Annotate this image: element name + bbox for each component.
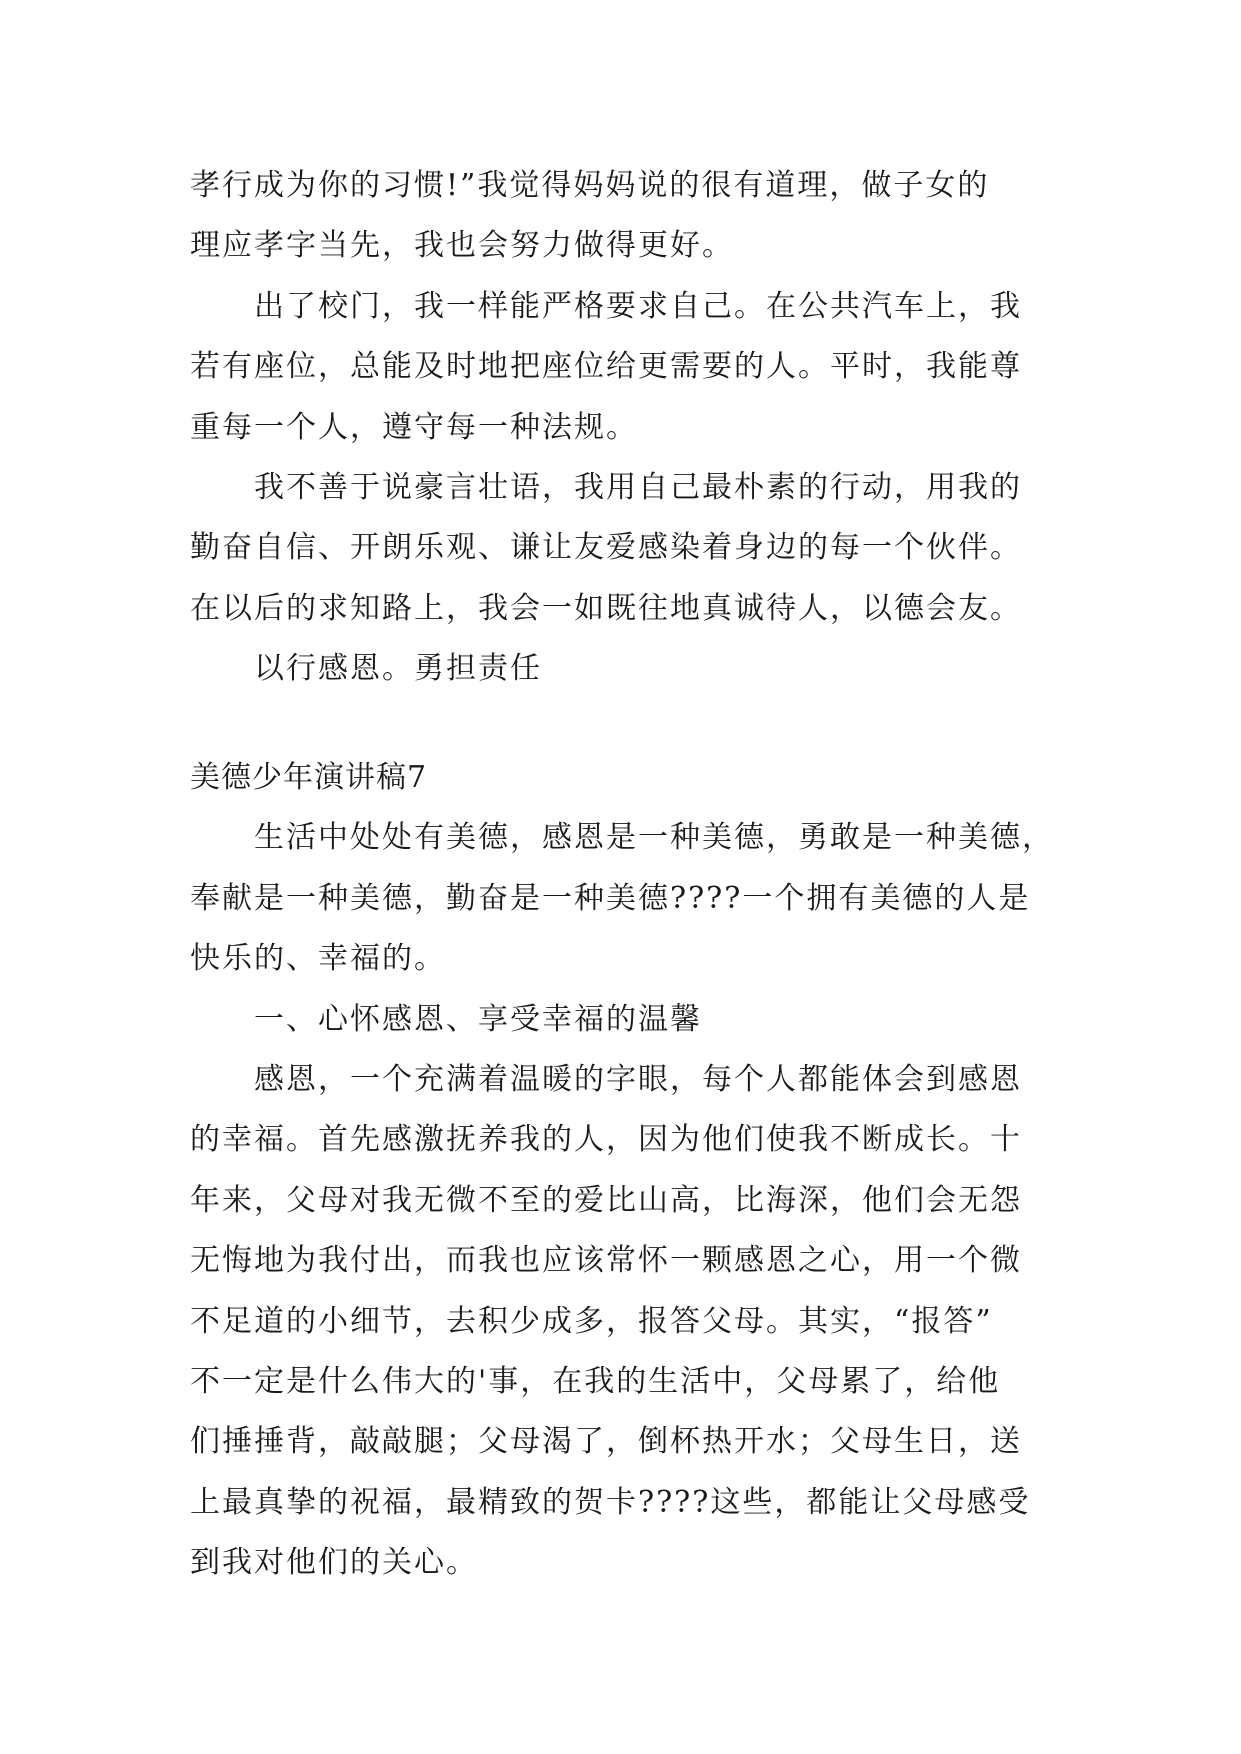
text-line: 不足道的小细节，去积少成多，报答父母。其实，“报答” — [190, 1304, 993, 1339]
subheading: 一、心怀感恩、享受幸福的温馨 — [254, 1002, 702, 1037]
text-line: 们捶捶背，敲敲腿；父母渴了，倒杯热开水；父母生日，送 — [190, 1424, 1022, 1459]
text-line: 快乐的、幸福的。 — [190, 941, 446, 976]
text-line: 无悔地为我付出，而我也应该常怀一颗感恩之心，用一个微 — [190, 1243, 1022, 1278]
text-line: 重每一个人，遵守每一种法规。 — [190, 410, 638, 445]
text-line: 理应孝字当先，我也会努力做得更好。 — [190, 228, 734, 263]
text-line: 生活中处处有美德，感恩是一种美德，勇敢是一种美德， — [254, 820, 1054, 855]
text-line: 上最真挚的祝福，最精致的贺卡????这些，都能让父母感受 — [190, 1485, 1031, 1520]
text-line: 勤奋自信、开朗乐观、谦让友爱感染着身边的每一个伙伴。 — [190, 530, 1022, 565]
text-line: 出了校门，我一样能严格要求自己。在公共汽车上，我 — [254, 289, 1022, 324]
text-line: 我不善于说豪言壮语，我用自己最朴素的行动，用我的 — [254, 470, 1022, 505]
section-title: 美德少年演讲稿7 — [190, 760, 428, 795]
text-line: 感恩，一个充满着温暖的字眼，每个人都能体会到感恩 — [254, 1062, 1022, 1097]
text-line: 孝行成为你的习惯!”我觉得妈妈说的很有道理，做子女的 — [190, 168, 990, 203]
text-line: 的幸福。首先感激抚养我的人，因为他们使我不断成长。十 — [190, 1122, 1022, 1157]
text-line: 奉献是一种美德，勤奋是一种美德????一个拥有美德的人是 — [190, 881, 1031, 916]
text-line: 年来，父母对我无微不至的爱比山高，比海深，他们会无怨 — [190, 1183, 1022, 1218]
text-line: 不一定是什么伟大的'事，在我的生活中，父母累了，给他 — [190, 1364, 1001, 1399]
text-line: 以行感恩。勇担责任 — [254, 651, 542, 686]
text-line: 若有座位，总能及时地把座位给更需要的人。平时，我能尊 — [190, 349, 1022, 384]
text-line: 在以后的求知路上，我会一如既往地真诚待人，以德会友。 — [190, 591, 1022, 626]
text-line: 到我对他们的关心。 — [190, 1545, 478, 1580]
